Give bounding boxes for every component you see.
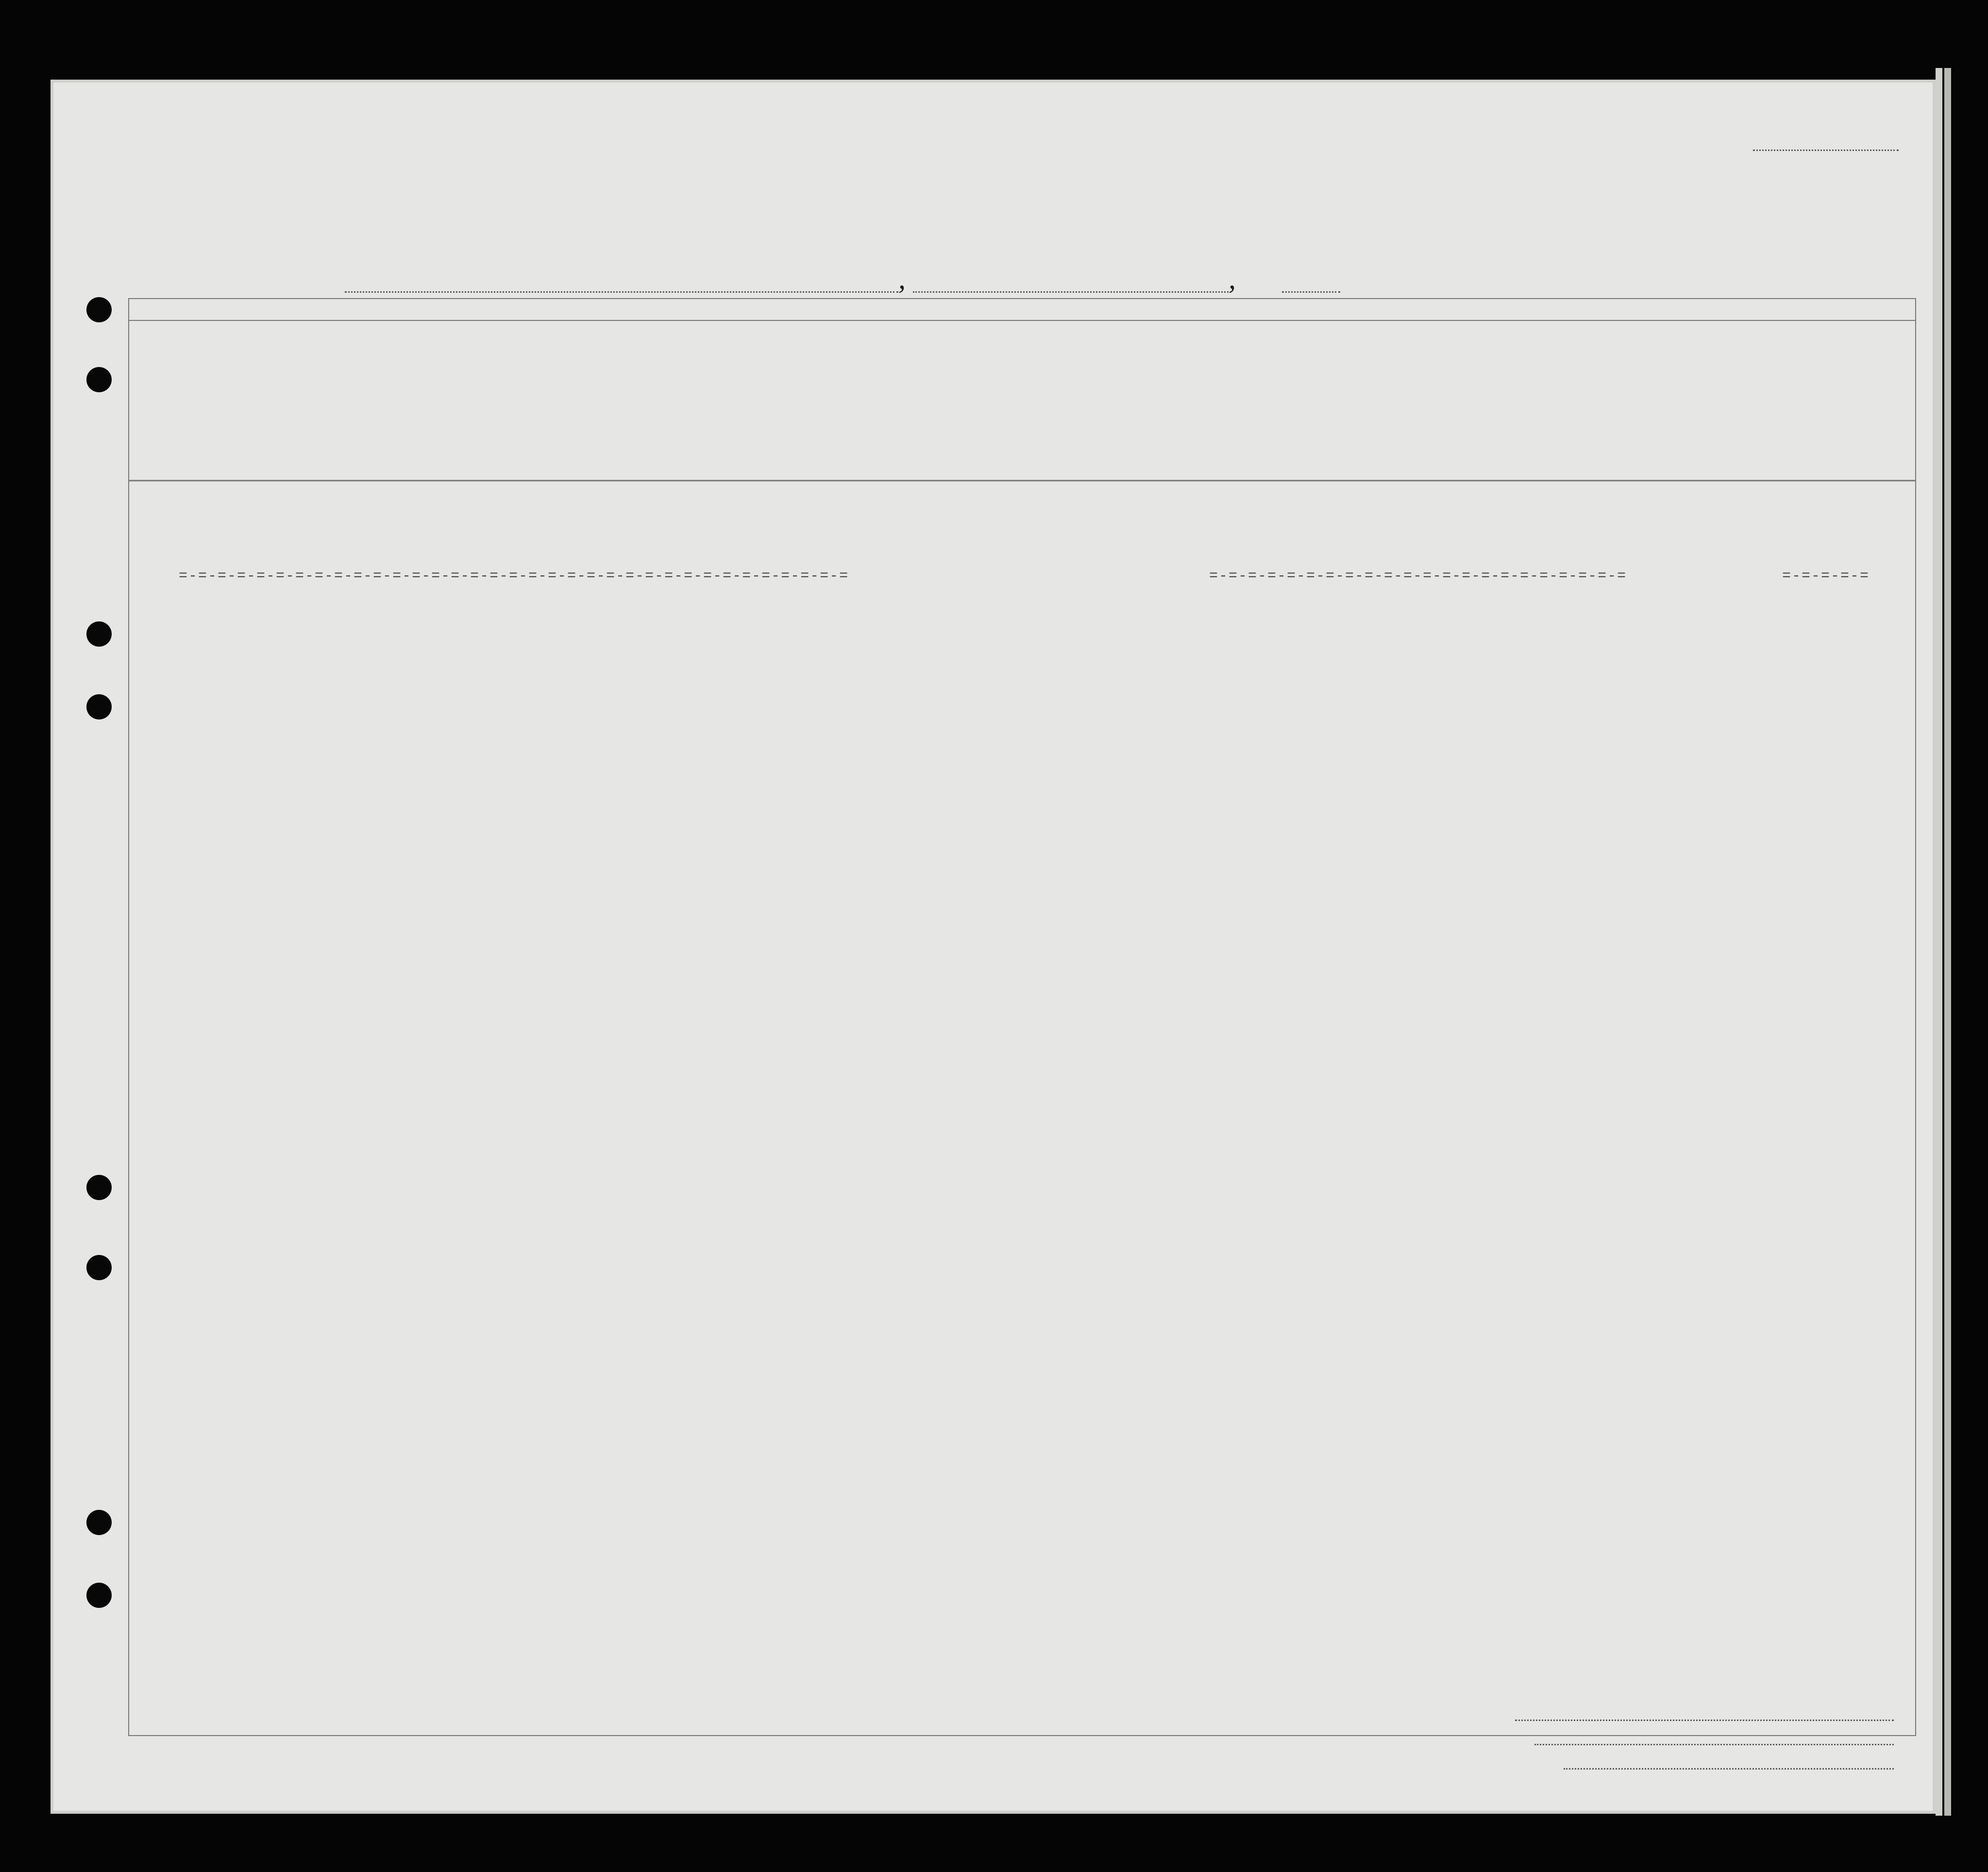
footer-owners-rule [1534,1744,1894,1745]
port-comma: , [898,263,906,295]
date-comma: , [1229,263,1236,295]
hdr-24-citizen [1275,374,1304,478]
punch-hole [86,1583,112,1608]
hdr-24-return [1207,374,1236,478]
hdr-31-arrested [1510,364,1526,478]
sheet-edge-right [1936,68,1942,1816]
hdr-28-overthrow [1394,354,1447,478]
punch-hole [86,1510,112,1535]
manifest-sheet [53,83,1933,1811]
hdr-30-excluded [1491,364,1506,478]
punch-hole [86,367,112,392]
sheet-edge-right-2 [1944,68,1951,1816]
manifest-grid [53,83,1933,1811]
punch-hole [86,1255,112,1280]
hdr-24-length [1241,374,1270,478]
punch-hole [86,1175,112,1200]
hdr-29-offer [1452,354,1486,478]
punch-hole [86,297,112,322]
footer-line-rule [1515,1720,1894,1721]
punch-hole [86,621,112,647]
r2-dash-line: =-=-=-=-=-=-=-=-=-=-=-=-=-=-=-=-=-=-=-=-=-=-=-=-=-=-=-=-=-=-=-=-=-=-= [179,568,849,585]
punch-hole [86,694,112,719]
hdr-25-prison [1311,354,1350,478]
footer-agents-rule [1564,1768,1894,1770]
r2-dash-line-3: =-=-=-=-= [1782,568,1870,585]
r2-dash-line-2: =-=-=-=-=-=-=-=-=-=-=-=-=-=-=-=-=-=-=-=-=-= [1209,568,1627,585]
